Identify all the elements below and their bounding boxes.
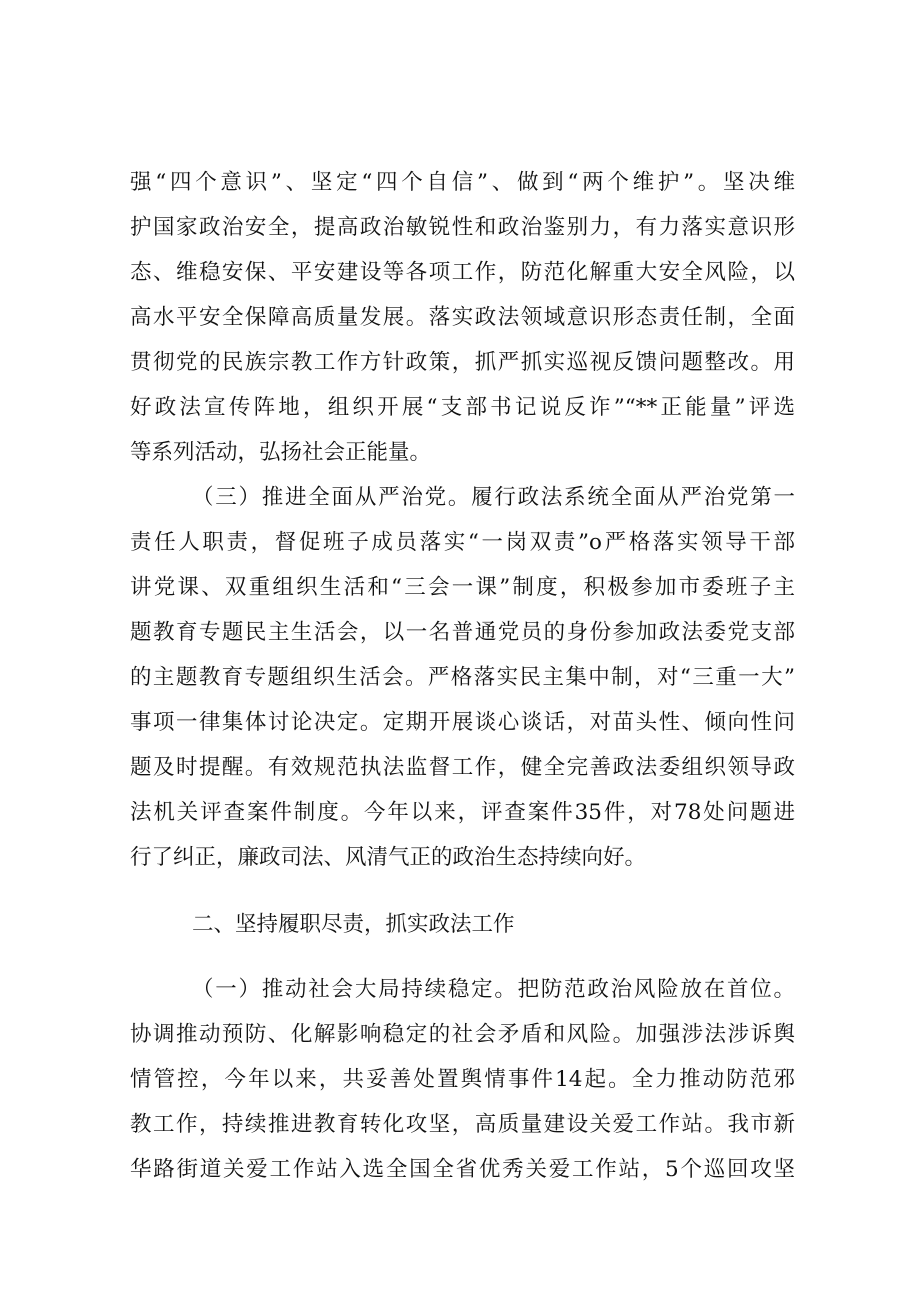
paragraph-3-line-3: 情管控，今年以来，共妥善处置舆情事件14起。全力推动防范邪 xyxy=(130,1067,795,1092)
paragraph-2-line-9: 行了纠正，廉政司法、风清气正的政治生态持续向好。 xyxy=(130,845,647,870)
paragraph-2-line-1: （三）推进全面从严治党。履行政法系统全面从严治党第一 xyxy=(192,485,795,510)
paragraph-2-line-3: 讲党课、双重组织生活和“三会一课”制度，积极参加市委班子主 xyxy=(130,575,795,600)
paragraph-1-line-7: 等系列活动，弘扬社会正能量。 xyxy=(130,440,432,465)
paragraph-3-line-5: 华路街道关爱工作站入选全国全省优秀关爱工作站，5个巡回攻坚 xyxy=(130,1157,795,1182)
paragraph-1-line-1: 强“四个意识”、坚定“四个自信”、做到“两个维护”。坚决维 xyxy=(130,170,795,195)
paragraph-3-line-2: 协调推动预防、化解影响稳定的社会矛盾和风险。加强涉法涉诉舆 xyxy=(130,1022,795,1047)
paragraph-3-line-1: （一）推动社会大局持续稳定。把防范政治风险放在首位。 xyxy=(192,977,795,1002)
section-heading: 二、坚持履职尽责，抓实政法工作 xyxy=(192,912,515,937)
paragraph-2-line-4: 题教育专题民主生活会，以一名普通党员的身份参加政法委党支部 xyxy=(130,620,795,645)
paragraph-1-line-2: 护国家政治安全，提高政治敏锐性和政治鉴别力，有力落实意识形 xyxy=(130,215,795,240)
paragraph-2-line-7: 题及时提醒。有效规范执法监督工作，健全完善政法委组织领导政 xyxy=(130,755,795,780)
paragraph-1-line-6: 好政法宣传阵地，组织开展“支部书记说反诈”“**正能量”评选 xyxy=(130,395,795,420)
paragraph-2-line-5: 的主题教育专题组织生活会。严格落实民主集中制，对“三重一大” xyxy=(130,665,795,690)
paragraph-1-line-5: 贯彻党的民族宗教工作方针政策，抓严抓实巡视反馈问题整改。用 xyxy=(130,350,795,375)
paragraph-2-line-6: 事项一律集体讨论决定。定期开展谈心谈话，对苗头性、倾向性问 xyxy=(130,710,795,735)
paragraph-2-line-8: 法机关评查案件制度。今年以来，评查案件35件，对78处问题进 xyxy=(130,800,795,825)
paragraph-1-line-3: 态、维稳安保、平安建设等各项工作，防范化解重大安全风险，以 xyxy=(130,260,795,285)
paragraph-3-line-4: 教工作，持续推进教育转化攻坚，高质量建设关爱工作站。我市新 xyxy=(130,1112,795,1137)
paragraph-1-line-4: 高水平安全保障高质量发展。落实政法领域意识形态责任制，全面 xyxy=(130,305,795,330)
paragraph-2-line-2: 责任人职责，督促班子成员落实“一岗双责”o严格落实领导干部 xyxy=(130,530,795,555)
